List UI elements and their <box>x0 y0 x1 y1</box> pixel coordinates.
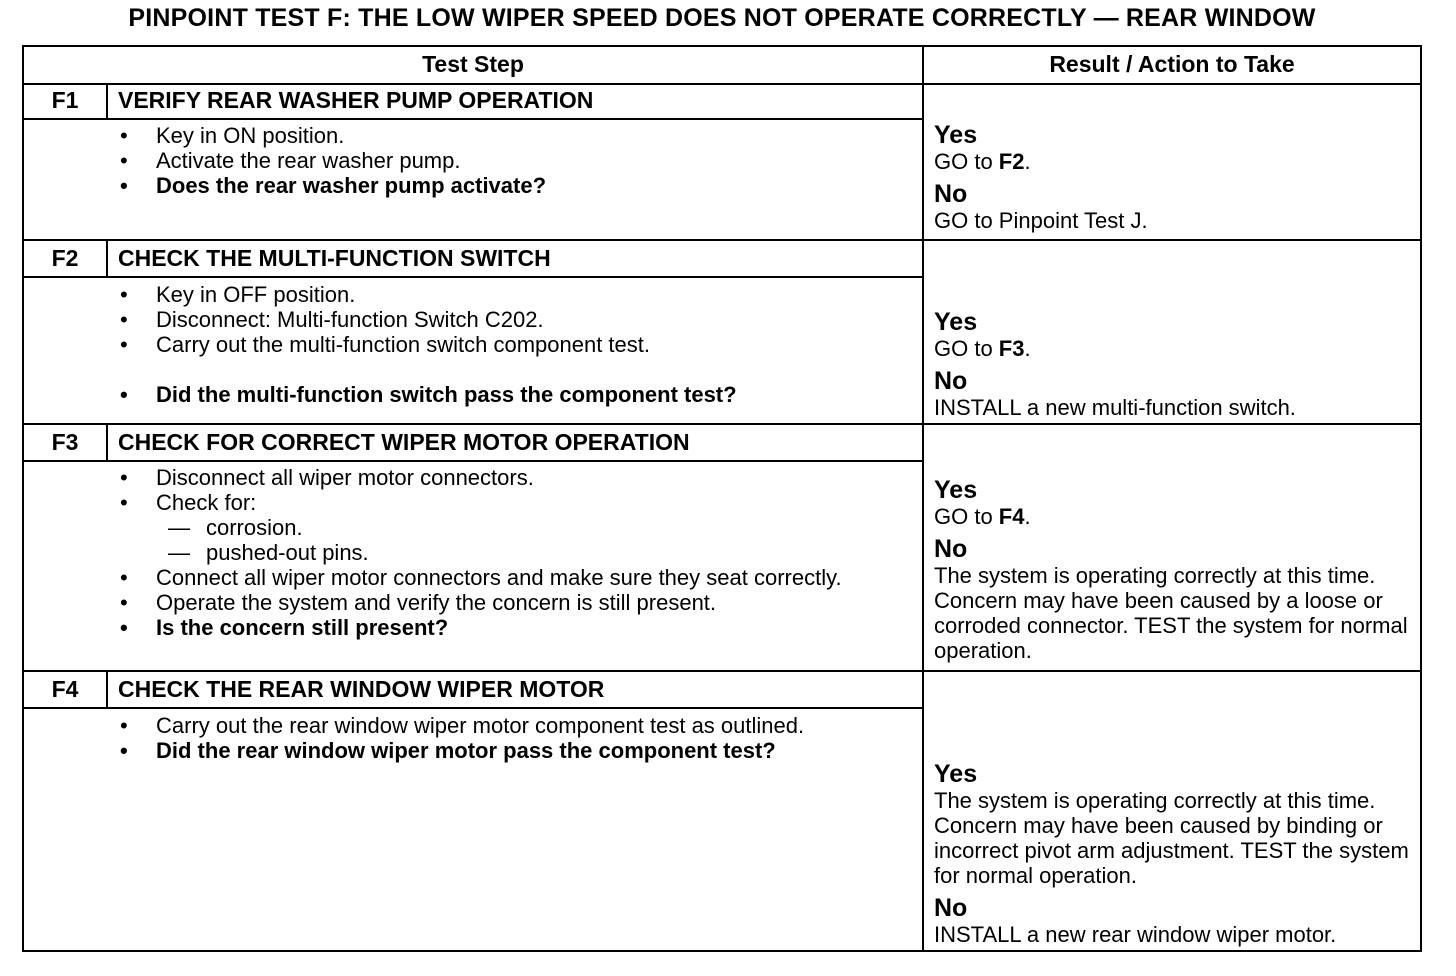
list-item: • Connect all wiper motor connectors and make sure they seat correctly. <box>120 565 842 590</box>
pinpoint-test-table <box>22 45 1422 952</box>
list-item: • Operate the system and verify the concern is still present. <box>120 590 717 615</box>
yes-action: The system is operating correctly at this time. Concern may have been caused by binding or incorrect pivot arm adjustment. TEST the system for normal operation. <box>934 788 1409 888</box>
step-actions <box>118 713 858 763</box>
column-divider <box>922 47 924 950</box>
step-actions <box>118 123 914 198</box>
step-heading: VERIFY REAR WASHER PUMP OPERATION <box>118 87 594 113</box>
step-actions <box>118 465 878 640</box>
bullet-icon: • <box>120 148 128 173</box>
step-id-divider <box>106 241 108 276</box>
step-heading: CHECK THE MULTI-FUNCTION SWITCH <box>118 245 551 271</box>
bullet-icon: • <box>120 738 128 763</box>
step-result <box>934 308 1414 420</box>
bullet-icon: • <box>120 332 128 357</box>
list-item: • Carry out the rear window wiper motor component test as outlined. <box>120 713 805 738</box>
dash-icon: — <box>168 515 190 540</box>
header-test-step: Test Step <box>422 51 524 77</box>
no-action: INSTALL a new multi-function switch. <box>934 395 1296 420</box>
list-item: • Does the rear washer pump activate? <box>120 173 547 198</box>
step-id-divider <box>106 425 108 460</box>
bullet-icon: • <box>120 307 128 332</box>
bullet-icon: • <box>120 465 128 490</box>
list-item: • Did the rear window wiper motor pass the component test? <box>120 738 776 763</box>
list-item: • Is the concern still present? <box>120 615 449 640</box>
bullet-icon: • <box>120 282 128 307</box>
list-item: — corrosion. <box>168 515 303 540</box>
bullet-icon: • <box>120 123 128 148</box>
no-label: No <box>934 535 968 563</box>
list-item: • Disconnect: Multi-function Switch C202. <box>120 307 544 332</box>
step-result <box>934 760 1412 947</box>
step-id: F1 <box>51 87 79 113</box>
yes-action: GO to F2. <box>934 149 1031 174</box>
list-item: • Key in ON position. <box>120 123 345 148</box>
step-result <box>934 476 1412 663</box>
yes-action: GO to F4. <box>934 504 1031 529</box>
yes-label: Yes <box>934 760 978 788</box>
bullet-icon: • <box>120 590 128 615</box>
no-action: GO to Pinpoint Test J. <box>934 208 1148 233</box>
step-heading: CHECK THE REAR WINDOW WIPER MOTOR <box>118 676 605 702</box>
yes-label: Yes <box>934 476 978 504</box>
header-result-action: Result / Action to Take <box>1049 51 1295 77</box>
list-item: • Activate the rear washer pump. <box>120 148 461 173</box>
step-id: F2 <box>51 245 79 271</box>
bullet-icon: • <box>120 490 128 515</box>
no-action: The system is operating correctly at this time. Concern may have been caused by a loose or corroded connector. TEST the system for normal operation. <box>934 563 1408 663</box>
step-id: F3 <box>51 429 79 455</box>
bullet-icon: • <box>120 382 128 407</box>
step-result <box>934 121 1414 233</box>
yes-action: GO to F3. <box>934 336 1031 361</box>
list-item: — pushed-out pins. <box>168 540 369 565</box>
yes-label: Yes <box>934 308 978 336</box>
no-action: INSTALL a new rear window wiper motor. <box>934 922 1337 947</box>
bullet-icon: • <box>120 173 128 198</box>
yes-label: Yes <box>934 121 978 149</box>
list-item: • Disconnect all wiper motor connectors. <box>120 465 534 490</box>
page-title: PINPOINT TEST F: THE LOW WIPER SPEED DOES NOT OPERATE CORRECTLY — REAR WINDOW <box>128 4 1316 32</box>
step-heading: CHECK FOR CORRECT WIPER MOTOR OPERATION <box>118 429 690 455</box>
step-id-divider <box>106 672 108 707</box>
step-actions <box>118 282 914 407</box>
list-item: • Carry out the multi-function switch component test. <box>120 332 650 357</box>
step-id-divider <box>106 83 108 118</box>
bullet-icon: • <box>120 615 128 640</box>
dash-icon: — <box>168 540 190 565</box>
bullet-icon: • <box>120 565 128 590</box>
list-item: • Did the multi-function switch pass the component test? <box>120 382 737 407</box>
no-label: No <box>934 367 968 395</box>
bullet-icon: • <box>120 713 128 738</box>
no-label: No <box>934 894 968 922</box>
no-label: No <box>934 180 968 208</box>
list-item: • Check for: <box>120 490 257 515</box>
list-item: • Key in OFF position. <box>120 282 356 307</box>
table-header <box>24 47 1420 85</box>
step-id: F4 <box>51 676 79 702</box>
